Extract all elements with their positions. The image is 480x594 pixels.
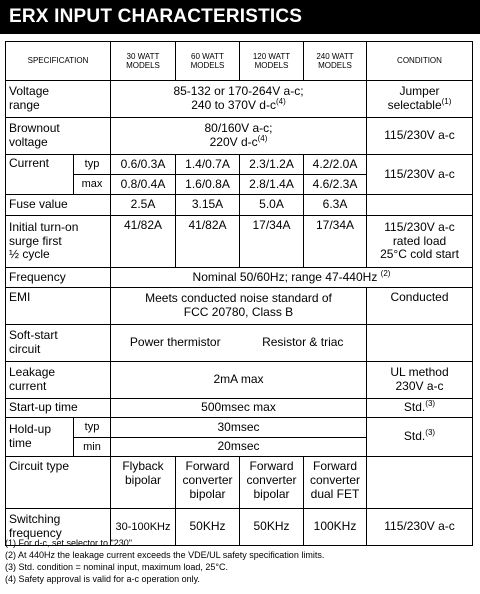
header-120w: 120 WATT MODELS	[240, 42, 304, 81]
label-softstart: Soft-start circuit	[6, 325, 111, 362]
condition-voltage: Jumper selectable$^{(1)}$	[367, 81, 473, 118]
footnote-2: (2) At 440Hz the leakage current exceeds the VDE/UL safety specification limits.	[5, 550, 325, 560]
fuse-60w: 3.15A	[176, 195, 240, 216]
current-max-60w: 1.6/0.8A	[176, 175, 240, 195]
label-current-typ: typ	[74, 155, 111, 175]
row-softstart	[6, 325, 473, 362]
condition-startup: Std.$^{(3)}$	[367, 399, 473, 418]
condition-switching: 115/230V a-c	[367, 509, 473, 546]
footnote-1: (1) For d-c, set selector to "230"	[5, 538, 132, 548]
header-row	[6, 42, 473, 81]
label-holdup-min: min	[74, 438, 111, 457]
row-leakage	[6, 362, 473, 399]
surge-30w: 41/82A	[111, 216, 176, 268]
condition-leakage: UL method 230V a-c	[367, 362, 473, 399]
value-startup: 500msec max	[111, 399, 367, 418]
surge-240w: 17/34A	[304, 216, 367, 268]
row-current-typ	[6, 155, 473, 175]
label-current-max: max	[74, 175, 111, 195]
label-leakage: Leakage current	[6, 362, 111, 399]
label-holdup-typ: typ	[74, 418, 111, 438]
row-startup	[6, 399, 473, 418]
row-brownout	[6, 118, 473, 155]
fuse-240w: 6.3A	[304, 195, 367, 216]
value-brownout: 80/160V a-c; 220V $d-c^{(4)}$	[111, 118, 367, 155]
current-max-120w: 2.8/1.4A	[240, 175, 304, 195]
value-leakage: 2mA max	[111, 362, 367, 399]
footnotes	[5, 537, 324, 585]
label-holdup: Hold-up time	[6, 418, 74, 457]
header-30w: 30 WATT MODELS	[111, 42, 176, 81]
label-frequency: Frequency	[6, 268, 111, 288]
value-frequency: Nominal 50/60Hz; range 47-440Hz $^{(2)}$	[111, 268, 473, 288]
header-specification: SPECIFICATION	[6, 42, 111, 81]
label-startup: Start-up time	[6, 399, 111, 418]
current-typ-120w: 2.3/1.2A	[240, 155, 304, 175]
value-emi: Meets conducted noise standard of FCC 20780, Class B	[111, 288, 367, 325]
row-circuit-type	[6, 457, 473, 509]
row-fuse	[6, 195, 473, 216]
condition-brownout: 115/230V a-c	[367, 118, 473, 155]
condition-surge: 115/230V a-c rated load 25°C cold start	[367, 216, 473, 268]
label-emi: EMI	[6, 288, 111, 325]
header-condition: CONDITION	[367, 42, 473, 81]
footnote-3: (3) Std. condition = nominal input, maximum load, 25°C.	[5, 562, 228, 572]
label-voltage: Voltage range	[6, 81, 111, 118]
value-holdup-min: 20msec	[111, 438, 367, 457]
circuit-240w: Forward converter dual FET	[304, 457, 367, 509]
label-brownout: Brownout voltage	[6, 118, 111, 155]
row-frequency	[6, 268, 473, 288]
condition-softstart-empty	[367, 325, 473, 362]
label-fuse: Fuse value	[6, 195, 111, 216]
row-holdup-typ	[6, 418, 473, 438]
fuse-120w: 5.0A	[240, 195, 304, 216]
row-emi	[6, 288, 473, 325]
condition-circuit-empty	[367, 457, 473, 509]
label-surge: Initial turn-on surge first ½ cycle	[6, 216, 111, 268]
switching-120w: 50KHz	[240, 509, 304, 546]
current-max-240w: 4.6/2.3A	[304, 175, 367, 195]
current-max-30w: 0.8/0.4A	[111, 175, 176, 195]
surge-60w: 41/82A	[176, 216, 240, 268]
header-60w: 60 WATT MODELS	[176, 42, 240, 81]
circuit-30w: Flyback bipolar	[111, 457, 176, 509]
circuit-60w: Forward converter bipolar	[176, 457, 240, 509]
condition-fuse-empty	[367, 195, 473, 216]
circuit-120w: Forward converter bipolar	[240, 457, 304, 509]
value-softstart-triac: Resistor & triac	[240, 325, 367, 362]
page-title: ERX INPUT CHARACTERISTICS	[0, 0, 480, 34]
condition-current: 115/230V a-c	[367, 155, 473, 195]
value-holdup-typ: 30msec	[111, 418, 367, 438]
label-circuit-type: Circuit type	[6, 457, 111, 509]
row-surge	[6, 216, 473, 268]
label-current: Current	[6, 155, 74, 195]
switching-30w: 30-100KHz	[111, 509, 176, 546]
current-typ-60w: 1.4/0.7A	[176, 155, 240, 175]
current-typ-30w: 0.6/0.3A	[111, 155, 176, 175]
label-switching: Switching frequency	[6, 509, 111, 546]
input-characteristics-table	[5, 41, 473, 546]
value-softstart-thermistor: Power thermistor	[111, 325, 240, 362]
condition-holdup: Std.$^{(3)}$	[367, 418, 473, 457]
surge-120w: 17/34A	[240, 216, 304, 268]
footnote-4: (4) Safety approval is valid for a-c operation only.	[5, 574, 200, 584]
value-voltage: 85-132 or 170-264V a-c; 240 to 370V $d-c^{(4)}$	[111, 81, 367, 118]
fuse-30w: 2.5A	[111, 195, 176, 216]
header-240w: 240 WATT MODELS	[304, 42, 367, 81]
current-typ-240w: 4.2/2.0A	[304, 155, 367, 175]
condition-emi: Conducted	[367, 288, 473, 325]
switching-240w: 100KHz	[304, 509, 367, 546]
row-voltage	[6, 81, 473, 118]
switching-60w: 50KHz	[176, 509, 240, 546]
